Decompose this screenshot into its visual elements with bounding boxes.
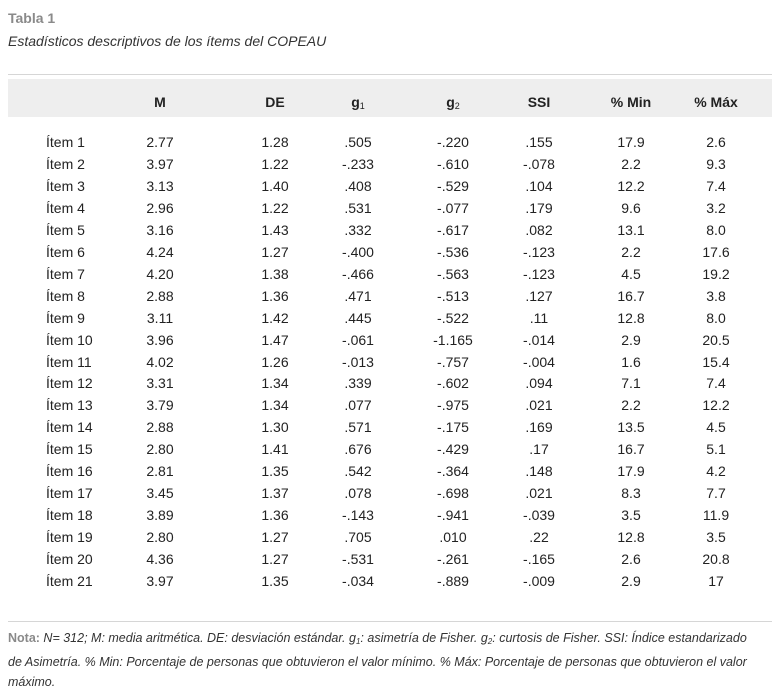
table-row xyxy=(8,244,772,266)
cell-ssi: -.123 xyxy=(523,265,555,282)
cell-item: Ítem 10 xyxy=(46,331,93,348)
cell-m: 3.79 xyxy=(146,397,174,414)
cell-ssi: .169 xyxy=(525,419,553,436)
note-text-2: : asimetría de Fisher. g xyxy=(360,631,488,645)
cell-pmax: 9.3 xyxy=(706,155,726,172)
cell-item: Ítem 21 xyxy=(46,573,93,589)
cell-g2: -.563 xyxy=(437,265,469,282)
table-row xyxy=(8,551,772,573)
cell-g2: -.602 xyxy=(437,375,469,392)
cell-pmax: 12.2 xyxy=(702,397,730,414)
cell-g1: .542 xyxy=(344,463,372,480)
table-row xyxy=(8,222,772,244)
table-panel xyxy=(8,74,772,622)
cell-g1: -.013 xyxy=(342,353,374,370)
cell-item: Ítem 1 xyxy=(46,134,85,150)
cell-g1: .339 xyxy=(344,375,372,392)
cell-g2: -.429 xyxy=(437,441,469,458)
cell-pmin: 2.2 xyxy=(621,397,641,414)
cell-g1: .705 xyxy=(344,529,372,546)
cell-pmin: 13.5 xyxy=(617,419,645,436)
cell-g2: -.529 xyxy=(437,177,469,194)
cell-de: 1.35 xyxy=(261,463,289,480)
cell-m: 2.80 xyxy=(146,529,174,546)
cell-pmin: 17.9 xyxy=(617,134,645,150)
cell-g2: .010 xyxy=(439,529,467,546)
cell-item: Ítem 2 xyxy=(46,155,85,172)
cell-m: 3.97 xyxy=(146,155,174,172)
table-label: Tabla 1 xyxy=(8,10,56,26)
cell-m: 4.36 xyxy=(146,551,174,568)
cell-g1: -.034 xyxy=(342,573,374,589)
cell-pmax: 4.2 xyxy=(706,463,726,480)
cell-m: 4.20 xyxy=(146,265,174,282)
cell-pmax: 20.8 xyxy=(702,551,730,568)
cell-de: 1.27 xyxy=(261,551,289,568)
cell-item: Ítem 17 xyxy=(46,485,93,502)
header-g2-subscript: 2 xyxy=(454,101,460,111)
cell-m: 4.02 xyxy=(146,353,174,370)
cell-de: 1.40 xyxy=(261,177,289,194)
header-g1-text: g xyxy=(351,94,360,110)
cell-item: Ítem 3 xyxy=(46,177,85,194)
header-g1-subscript: 1 xyxy=(359,101,365,111)
cell-ssi: .021 xyxy=(525,485,553,502)
cell-g2: -.522 xyxy=(437,309,469,326)
cell-ssi: .22 xyxy=(529,529,549,546)
cell-item: Ítem 12 xyxy=(46,375,93,392)
cell-pmin: 1.6 xyxy=(621,353,641,370)
header-de xyxy=(265,94,284,110)
cell-g1: -.061 xyxy=(342,331,374,348)
cell-pmin: 4.5 xyxy=(621,265,641,282)
header-ssi-text: SSI xyxy=(527,94,551,110)
cell-ssi: -.014 xyxy=(523,331,555,348)
table-caption: Estadísticos descriptivos de los ítems del COPEAU xyxy=(8,33,327,49)
note-text-1: N= 312; M: media aritmética. DE: desviación estándar. g xyxy=(39,631,356,645)
cell-m: 4.24 xyxy=(146,243,174,260)
cell-pmin: 7.1 xyxy=(621,375,641,392)
header-g2 xyxy=(446,94,460,111)
table-row xyxy=(8,354,772,376)
cell-pmin: 2.9 xyxy=(621,331,641,348)
cell-g1: .505 xyxy=(344,134,372,150)
cell-pmin: 12.2 xyxy=(617,177,645,194)
cell-g1: .676 xyxy=(344,441,372,458)
cell-g2: -.889 xyxy=(437,573,469,589)
cell-de: 1.27 xyxy=(261,243,289,260)
note-label: Nota: xyxy=(8,631,40,645)
cell-pmax: 15.4 xyxy=(702,353,730,370)
cell-de: 1.37 xyxy=(261,485,289,502)
header-pmax-text: % Máx xyxy=(694,94,738,110)
table-row xyxy=(8,507,772,529)
cell-item: Ítem 13 xyxy=(46,397,93,414)
table-row xyxy=(8,485,772,507)
cell-de: 1.30 xyxy=(261,419,289,436)
cell-pmax: 20.5 xyxy=(702,331,730,348)
cell-item: Ítem 15 xyxy=(46,441,93,458)
cell-m: 2.81 xyxy=(146,463,174,480)
cell-g2: -.175 xyxy=(437,419,469,436)
cell-pmax: 3.8 xyxy=(706,287,726,304)
cell-g1: .445 xyxy=(344,309,372,326)
cell-pmin: 16.7 xyxy=(617,287,645,304)
cell-pmin: 2.9 xyxy=(621,573,641,589)
table-row xyxy=(8,156,772,178)
cell-ssi: .104 xyxy=(525,177,553,194)
header-pmin xyxy=(611,94,651,110)
cell-m: 3.13 xyxy=(146,177,174,194)
cell-de: 1.36 xyxy=(261,287,289,304)
cell-g1: -.400 xyxy=(342,243,374,260)
cell-de: 1.26 xyxy=(261,353,289,370)
cell-m: 2.80 xyxy=(146,441,174,458)
header-pmin-text: % Min xyxy=(610,94,652,110)
cell-g2: -.077 xyxy=(437,199,469,216)
cell-pmax: 17 xyxy=(708,573,724,589)
cell-item: Ítem 18 xyxy=(46,507,93,524)
cell-pmax: 3.5 xyxy=(706,529,726,546)
cell-item: Ítem 7 xyxy=(46,265,85,282)
cell-ssi: .17 xyxy=(529,441,549,458)
cell-g1: -.143 xyxy=(342,507,374,524)
cell-g1: .332 xyxy=(344,221,372,238)
cell-pmin: 13.1 xyxy=(617,221,645,238)
table-row xyxy=(8,134,772,156)
cell-g1: .571 xyxy=(344,419,372,436)
cell-de: 1.34 xyxy=(261,397,289,414)
cell-pmax: 7.4 xyxy=(706,177,726,194)
cell-m: 3.45 xyxy=(146,485,174,502)
cell-m: 2.88 xyxy=(146,287,174,304)
cell-de: 1.28 xyxy=(261,134,289,150)
cell-g2: -.261 xyxy=(437,551,469,568)
cell-ssi: -.165 xyxy=(523,551,555,568)
table-row xyxy=(8,178,772,200)
cell-pmax: 8.0 xyxy=(706,309,726,326)
cell-pmin: 17.9 xyxy=(617,463,645,480)
header-g2-text: g xyxy=(446,94,455,110)
table-row xyxy=(8,441,772,463)
table-row xyxy=(8,200,772,222)
cell-g2: -.536 xyxy=(437,243,469,260)
cell-g2: -.698 xyxy=(437,485,469,502)
cell-item: Ítem 16 xyxy=(46,463,93,480)
cell-g1: .078 xyxy=(344,485,372,502)
table-row xyxy=(8,529,772,551)
cell-m: 3.16 xyxy=(146,221,174,238)
cell-g2: -.617 xyxy=(437,221,469,238)
cell-pmax: 7.7 xyxy=(706,485,726,502)
table-row xyxy=(8,463,772,485)
cell-m: 2.96 xyxy=(146,199,174,216)
header-g1 xyxy=(351,94,365,111)
table-header xyxy=(8,79,772,117)
cell-g2: -.364 xyxy=(437,463,469,480)
cell-de: 1.35 xyxy=(261,573,289,589)
cell-g2: -.757 xyxy=(437,353,469,370)
cell-ssi: .155 xyxy=(525,134,553,150)
cell-g2: -.513 xyxy=(437,287,469,304)
table-row xyxy=(8,332,772,354)
cell-pmin: 2.2 xyxy=(621,155,641,172)
cell-ssi: .127 xyxy=(525,287,553,304)
cell-de: 1.42 xyxy=(261,309,289,326)
cell-pmin: 8.3 xyxy=(621,485,641,502)
header-pmax xyxy=(694,94,738,110)
cell-g2: -.610 xyxy=(437,155,469,172)
cell-m: 3.89 xyxy=(146,507,174,524)
cell-g1: .408 xyxy=(344,177,372,194)
cell-pmax: 11.9 xyxy=(702,507,730,524)
cell-g1: -.466 xyxy=(342,265,374,282)
cell-pmax: 7.4 xyxy=(706,375,726,392)
cell-ssi: .179 xyxy=(525,199,553,216)
note-text-3: : curtosis de Fisher. SSI: Índice estandarizado de Asimetría. % Min: Porcentaje de personas que obtuvieron el valor mínimo. % Máx: Porcentaje de personas que obtuvieron el valor máximo. xyxy=(8,631,747,689)
cell-ssi: .094 xyxy=(525,375,553,392)
table-row xyxy=(8,310,772,332)
cell-item: Ítem 6 xyxy=(46,243,85,260)
cell-pmin: 2.6 xyxy=(621,551,641,568)
cell-m: 2.88 xyxy=(146,419,174,436)
table-row xyxy=(8,397,772,419)
cell-pmin: 16.7 xyxy=(617,441,645,458)
cell-item: Ítem 8 xyxy=(46,287,85,304)
cell-pmax: 2.6 xyxy=(706,134,726,150)
cell-pmax: 3.2 xyxy=(706,199,726,216)
table-row xyxy=(8,573,772,595)
cell-g2: -.975 xyxy=(437,397,469,414)
cell-pmax: 8.0 xyxy=(706,221,726,238)
cell-ssi: -.123 xyxy=(523,243,555,260)
cell-de: 1.43 xyxy=(261,221,289,238)
cell-item: Ítem 4 xyxy=(46,199,85,216)
header-m xyxy=(154,94,166,110)
note-sub-2: 2 xyxy=(487,637,493,646)
cell-item: Ítem 11 xyxy=(46,353,92,370)
cell-m: 3.96 xyxy=(146,331,174,348)
cell-pmin: 2.2 xyxy=(621,243,641,260)
cell-g1: -.233 xyxy=(342,155,374,172)
cell-de: 1.41 xyxy=(261,441,289,458)
cell-de: 1.27 xyxy=(261,529,289,546)
table-note xyxy=(8,628,764,692)
header-de-text: DE xyxy=(265,94,285,110)
cell-ssi: -.009 xyxy=(523,573,555,589)
cell-g1: .531 xyxy=(344,199,372,216)
cell-pmin: 12.8 xyxy=(617,309,645,326)
cell-item: Ítem 14 xyxy=(46,419,93,436)
cell-m: 3.97 xyxy=(146,573,174,589)
cell-de: 1.38 xyxy=(261,265,289,282)
cell-pmax: 17.6 xyxy=(702,243,730,260)
cell-m: 3.11 xyxy=(146,309,174,326)
cell-ssi: -.078 xyxy=(523,155,555,172)
cell-pmax: 5.1 xyxy=(706,441,726,458)
table-row xyxy=(8,419,772,441)
cell-de: 1.34 xyxy=(261,375,289,392)
cell-g1: -.531 xyxy=(342,551,374,568)
cell-ssi: -.039 xyxy=(523,507,555,524)
cell-de: 1.22 xyxy=(261,199,289,216)
header-ssi xyxy=(528,94,551,110)
cell-ssi: -.004 xyxy=(523,353,555,370)
cell-item: Ítem 5 xyxy=(46,221,85,238)
cell-item: Ítem 19 xyxy=(46,529,93,546)
cell-m: 2.77 xyxy=(146,134,174,150)
cell-ssi: .148 xyxy=(525,463,553,480)
cell-pmin: 3.5 xyxy=(621,507,641,524)
cell-pmin: 12.8 xyxy=(617,529,645,546)
table-row xyxy=(8,266,772,288)
cell-ssi: .021 xyxy=(525,397,553,414)
cell-ssi: .11 xyxy=(529,309,549,326)
table-row xyxy=(8,375,772,397)
cell-de: 1.22 xyxy=(261,155,289,172)
cell-pmax: 4.5 xyxy=(706,419,726,436)
cell-de: 1.47 xyxy=(261,331,289,348)
cell-de: 1.36 xyxy=(261,507,289,524)
cell-pmin: 9.6 xyxy=(621,199,641,216)
cell-item: Ítem 20 xyxy=(46,551,93,568)
cell-m: 3.31 xyxy=(146,375,174,392)
cell-g2: -1.165 xyxy=(433,331,473,348)
cell-g2: -.941 xyxy=(437,507,469,524)
note-sub-1: 1 xyxy=(355,637,361,646)
cell-g1: .471 xyxy=(344,287,372,304)
cell-g2: -.220 xyxy=(437,134,469,150)
cell-item: Ítem 9 xyxy=(46,309,85,326)
cell-g1: .077 xyxy=(344,397,372,414)
table-row xyxy=(8,288,772,310)
cell-pmax: 19.2 xyxy=(702,265,730,282)
header-m-text: M xyxy=(154,94,166,110)
cell-ssi: .082 xyxy=(525,221,553,238)
